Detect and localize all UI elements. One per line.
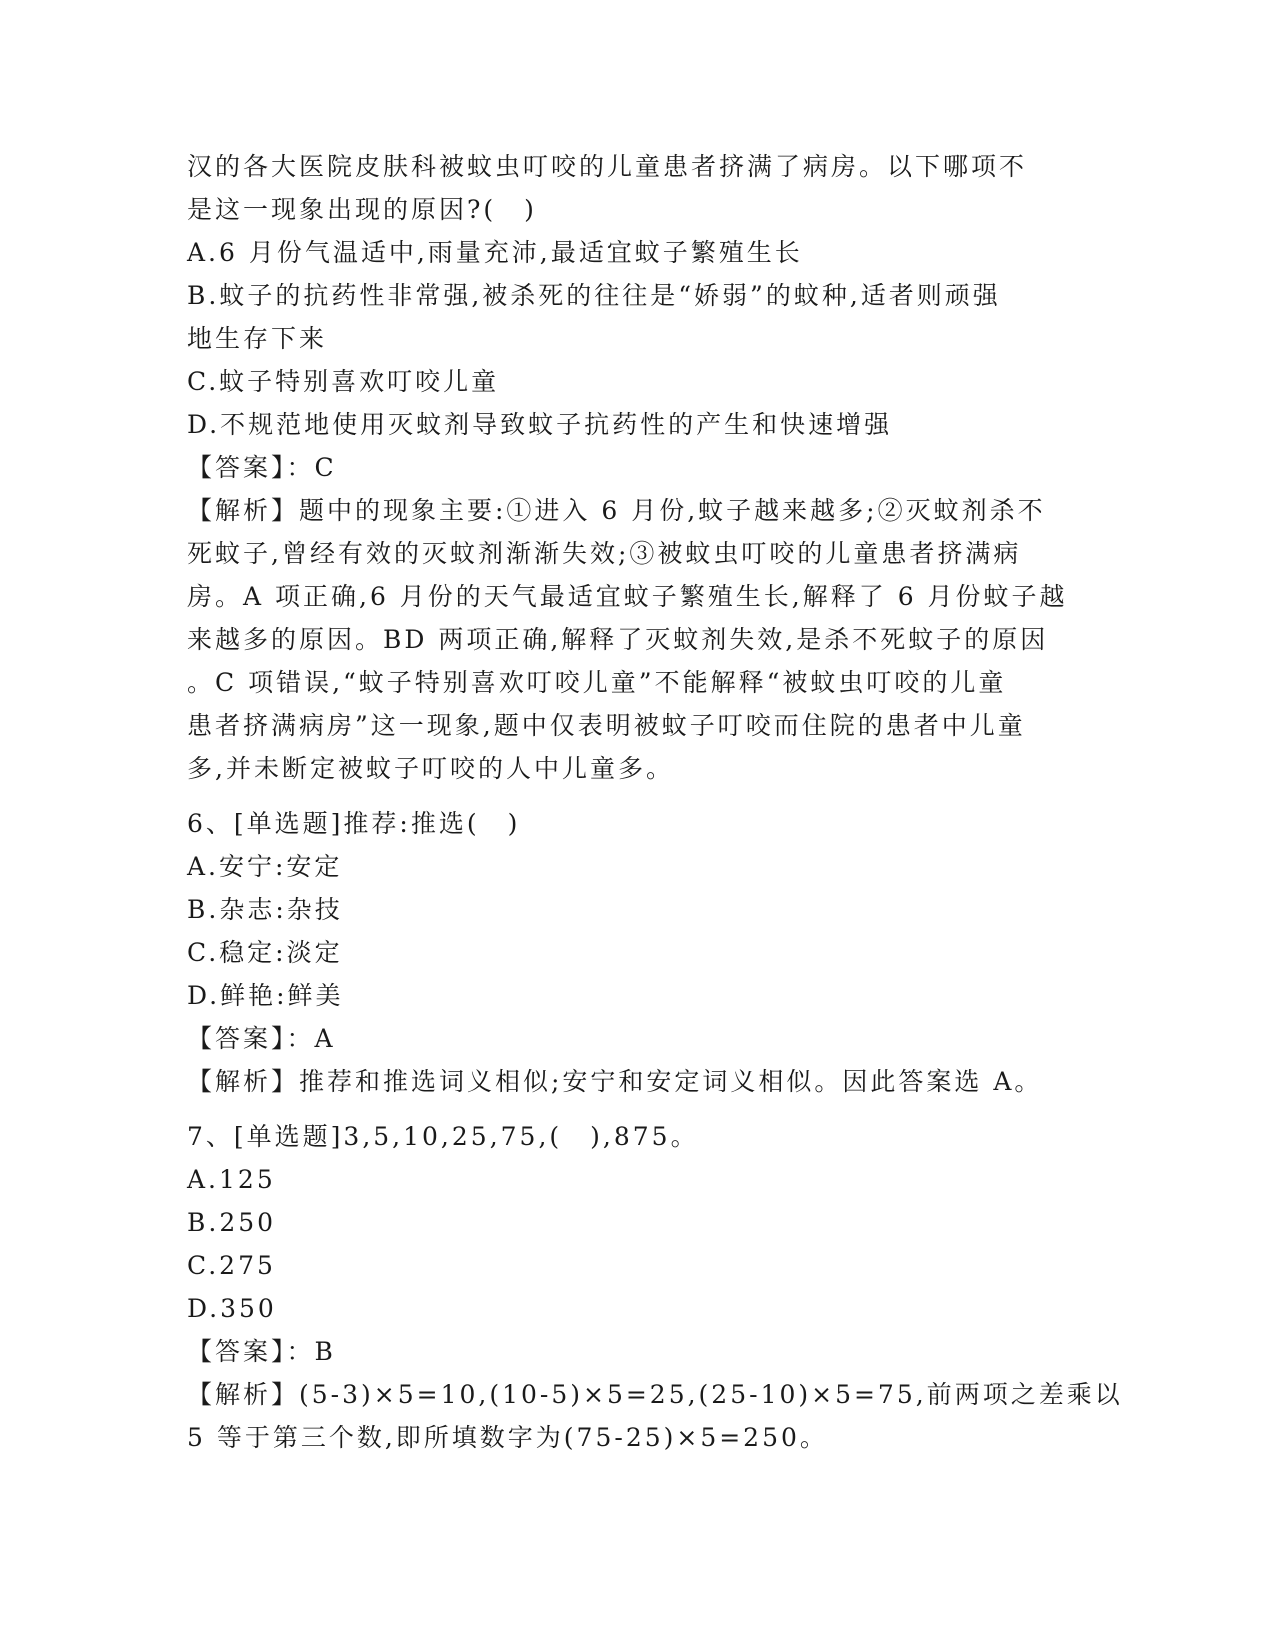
- question-title: 6、[单选题]推荐:推选( ): [187, 809, 521, 838]
- option-a: A.125: [187, 1165, 276, 1194]
- option-b: B.250: [187, 1208, 277, 1237]
- question-5: [187, 145, 1087, 790]
- option-b: B.杂志:杂技: [187, 895, 343, 924]
- option-d: D.不规范地使用灭蚊剂导致蚊子抗药性的产生和快速增强: [187, 410, 893, 439]
- analysis-line: 。C 项错误,“蚊子特别喜欢叮咬儿童”不能解释“被蚊虫叮咬的儿童: [187, 668, 1007, 697]
- option-a: A.6 月份气温适中,雨量充沛,最适宜蚊子繁殖生长: [187, 238, 803, 267]
- answer: 【答案】：B: [187, 1337, 336, 1366]
- analysis-line: 死蚊子,曾经有效的灭蚊剂渐渐失效;③被蚊虫叮咬的儿童患者挤满病: [187, 539, 1022, 568]
- option-a: A.安宁:安定: [187, 852, 343, 881]
- question-stem-line: 是这一现象出现的原因?( ): [187, 195, 537, 224]
- analysis-line: 患者挤满病房”这一现象,题中仅表明被蚊子叮咬而住院的患者中儿童: [187, 711, 1026, 740]
- answer: 【答案】：A: [187, 1024, 336, 1053]
- answer: 【答案】：C: [187, 453, 337, 482]
- analysis-line: 多,并未断定被蚊子叮咬的人中儿童多。: [187, 754, 674, 783]
- option-b-line: B.蚊子的抗药性非常强,被杀死的往往是“娇弱”的蚊种,适者则顽强: [187, 281, 1001, 310]
- option-c: C.275: [187, 1251, 276, 1280]
- spacer: [187, 1103, 1087, 1115]
- option-c: C.稳定:淡定: [187, 938, 343, 967]
- analysis-line: 5 等于第三个数,即所填数字为(75-25)×5=250。: [187, 1423, 828, 1452]
- option-c: C.蚊子特别喜欢叮咬儿童: [187, 367, 500, 396]
- option-d: D.350: [187, 1294, 277, 1323]
- document-content: [187, 145, 1123, 1459]
- analysis-line: 【解析】题中的现象主要:①进入 6 月份,蚊子越来越多;②灭蚊剂杀不: [187, 496, 1046, 525]
- analysis-line: 房。A 项正确,6 月份的天气最适宜蚊子繁殖生长,解释了 6 月份蚊子越: [187, 582, 1068, 611]
- question-6: [187, 802, 1087, 1103]
- spacer: [187, 790, 1087, 802]
- question-stem-line: 汉的各大医院皮肤科被蚊虫叮咬的儿童患者挤满了病房。以下哪项不: [187, 152, 1028, 181]
- question-title: 7、[单选题]3,5,10,25,75,( ),875。: [187, 1122, 699, 1151]
- question-7: [187, 1115, 1123, 1459]
- option-b-line: 地生存下来: [187, 324, 328, 353]
- analysis-line: 来越多的原因。BD 两项正确,解释了灭蚊剂失效,是杀不死蚊子的原因: [187, 625, 1049, 654]
- analysis-line: 【解析】(5-3)×5=10,(10-5)×5=25,(25-10)×5=75,前两项之差乘以: [187, 1380, 1123, 1409]
- analysis: 【解析】推荐和推选词义相似;安宁和安定词义相似。因此答案选 A。: [187, 1067, 1043, 1096]
- option-d: D.鲜艳:鲜美: [187, 981, 344, 1010]
